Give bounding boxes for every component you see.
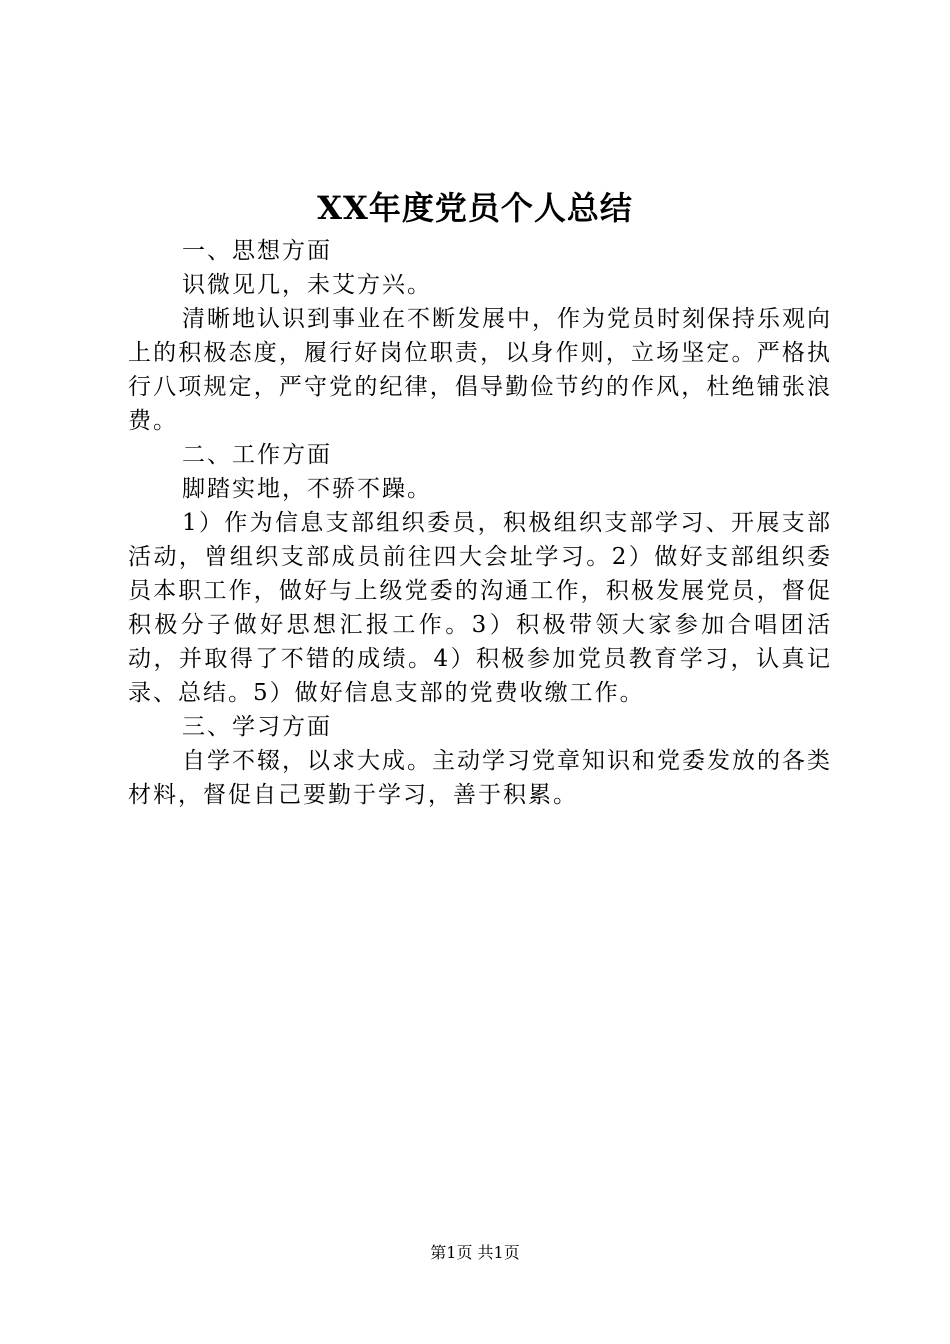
section-heading-thought: 一、思想方面 bbox=[182, 238, 332, 264]
paragraph-thought-motto: 识微见几，未艾方兴。 bbox=[182, 272, 432, 298]
paragraph-work-content: 1）作为信息支部组织委员，积极组织支部学习、开展支部活动，曾组织支部成员前往四大会址学习。2）做好支部组织委员本职工作，做好与上级党委的沟通工作，积极发展党员，督促积极分子做好思想汇报工作。3）积极带领大家参加合唱团活动，并取得了不错的成绩。4）积极参加党员教育学习，认真记录、总结。5）做好信息支部的党费收缴工作。 bbox=[128, 510, 832, 706]
document-title: XX年度党员个人总结 bbox=[317, 189, 633, 227]
section-heading-work: 二、工作方面 bbox=[182, 442, 332, 468]
section-heading-study: 三、学习方面 bbox=[182, 714, 332, 740]
paragraph-thought-content: 清晰地认识到事业在不断发展中，作为党员时刻保持乐观向上的积极态度，履行好岗位职责，以身作则，立场坚定。严格执行八项规定，严守党的纪律，倡导勤俭节约的作风，杜绝铺张浪费。 bbox=[128, 306, 832, 434]
document-body bbox=[128, 234, 832, 812]
paragraph-study-content: 自学不辍，以求大成。主动学习党章知识和党委发放的各类材料，督促自己要勤于学习，善于积累。 bbox=[128, 748, 832, 808]
page-number-footer: 第1页 共1页 bbox=[430, 1243, 520, 1262]
paragraph-work-motto: 脚踏实地，不骄不躁。 bbox=[182, 476, 432, 502]
